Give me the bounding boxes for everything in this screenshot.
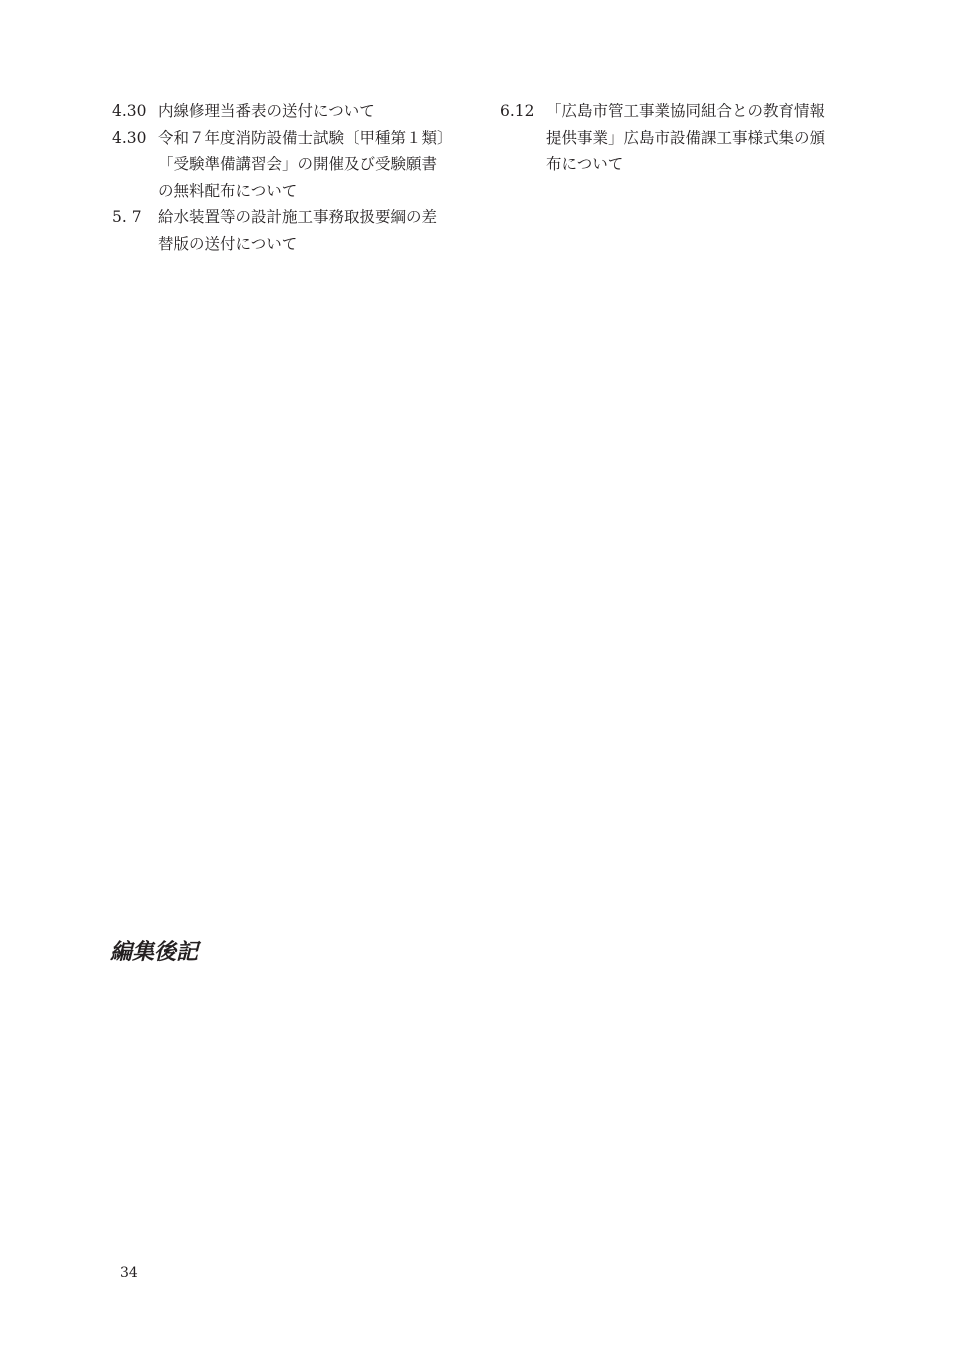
notice-entry: 4.30 令和７年度消防設備士試験〔甲種第１類〕 「受験準備講習会」の開催及び受験願書 の無料配布について	[112, 128, 453, 200]
page-number: 34	[120, 1265, 138, 1281]
notice-entry: 6.12 「広島市管工事業協同組合との教育情報 提供事業」広島市設備課工事様式集の頒 布について	[500, 102, 826, 173]
notice-entry: 4.30 内線修理当番表の送付について	[112, 102, 375, 120]
editorial-heading: 編集後記	[110, 939, 199, 965]
notice-list-left	[112, 98, 472, 257]
notice-entry: 5. 7 給水装置等の設計施工事務取扱要綱の差 替版の送付について	[112, 208, 438, 253]
notice-list-right	[500, 98, 860, 178]
